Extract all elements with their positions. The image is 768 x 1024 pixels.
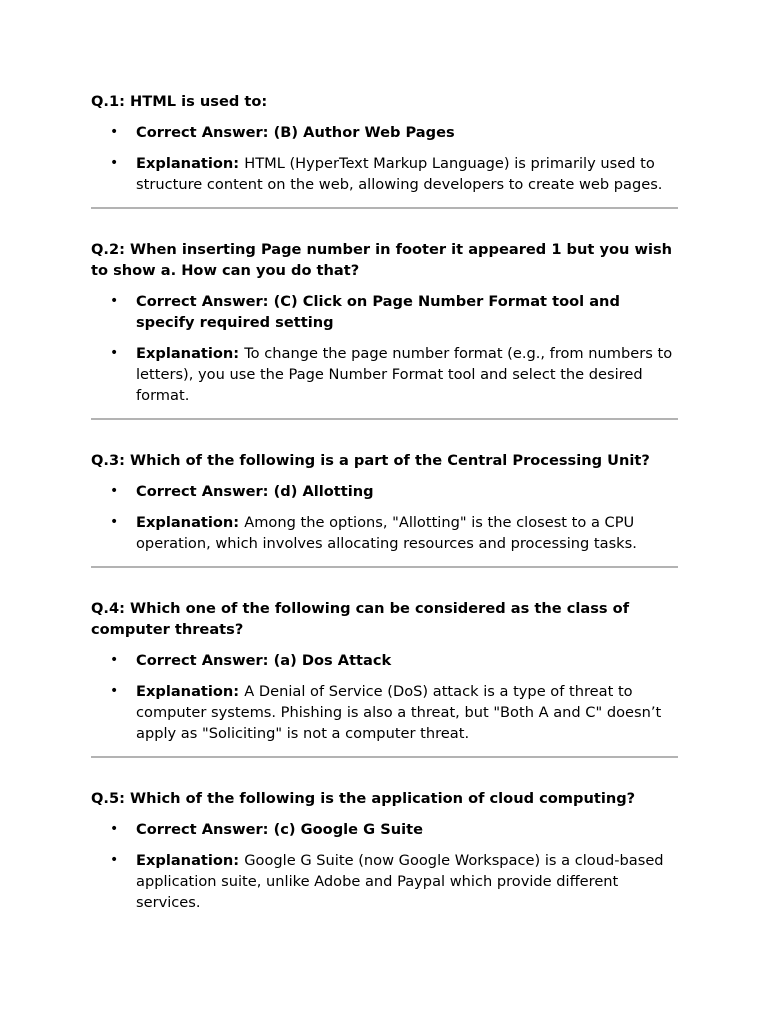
answer-list	[91, 650, 678, 744]
explanation-text: A Denial of Service (DoS) attack is a type of threat to computer systems. Phishing is also a threat, but "Both A and C" doesn’t apply as "Soliciting" is not a computer threat.	[136, 683, 662, 742]
list-item-explanation	[91, 512, 678, 554]
divider	[91, 756, 678, 758]
bullet-icon: •	[110, 652, 119, 668]
question-text: Q.4: Which one of the following can be considered as the class of computer threats?	[91, 600, 630, 638]
question-text: Q.1: HTML is used to:	[91, 93, 268, 110]
question-block-1	[91, 91, 678, 195]
explanation-text: HTML (HyperText Markup Language) is primarily used to structure content on the web, allowing developers to create web pages.	[136, 155, 663, 193]
list-item-explanation	[91, 153, 678, 195]
correct-answer: Correct Answer: (B) Author Web Pages	[136, 124, 455, 141]
bullet-icon: •	[110, 124, 119, 140]
correct-answer: Correct Answer: (C) Click on Page Number Format tool and specify required setting	[136, 293, 620, 331]
question-block-2	[91, 239, 678, 406]
list-item-explanation	[91, 850, 678, 913]
question-text: Q.2: When inserting Page number in footer it appeared 1 but you wish to show a. How can you do that?	[91, 241, 673, 279]
list-item-explanation	[91, 681, 678, 744]
correct-answer: Correct Answer: (c) Google G Suite	[136, 821, 423, 838]
explanation-text: Among the options, "Allotting" is the closest to a CPU operation, which involves allocating resources and processing tasks.	[136, 514, 637, 552]
answer-list	[91, 481, 678, 554]
answer-list	[91, 819, 678, 913]
list-item-answer	[91, 650, 678, 671]
answer-list	[91, 291, 678, 406]
bullet-icon: •	[110, 852, 119, 868]
correct-answer: Correct Answer: (a) Dos Attack	[136, 652, 392, 669]
list-item-answer	[91, 122, 678, 143]
bullet-icon: •	[110, 821, 119, 837]
explanation-text: Google G Suite (now Google Workspace) is a cloud-based application suite, unlike Adobe and Paypal which provide different services.	[136, 852, 664, 911]
bullet-icon: •	[110, 483, 119, 499]
question-text: Q.5: Which of the following is the application of cloud computing?	[91, 790, 636, 807]
explanation-text: To change the page number format (e.g., from numbers to letters), you use the Page Number Format tool and select the desired format.	[136, 345, 673, 404]
bullet-icon: •	[110, 345, 119, 361]
list-item-answer	[91, 819, 678, 840]
explanation-label: Explanation:	[136, 852, 245, 869]
question-block-5	[91, 788, 678, 913]
explanation-label: Explanation:	[136, 345, 245, 362]
explanation-label: Explanation:	[136, 514, 245, 531]
question-text: Q.3: Which of the following is a part of the Central Processing Unit?	[91, 452, 650, 469]
bullet-icon: •	[110, 683, 119, 699]
divider	[91, 566, 678, 568]
list-item-explanation	[91, 343, 678, 406]
list-item-answer	[91, 481, 678, 502]
question-block-4	[91, 598, 678, 744]
list-item-answer	[91, 291, 678, 333]
explanation-label: Explanation:	[136, 155, 245, 172]
correct-answer: Correct Answer: (d) Allotting	[136, 483, 374, 500]
question-block-3	[91, 450, 678, 554]
bullet-icon: •	[110, 293, 119, 309]
divider	[91, 207, 678, 209]
answer-list	[91, 122, 678, 195]
bullet-icon: •	[110, 514, 119, 530]
document-page	[91, 91, 678, 925]
bullet-icon: •	[110, 155, 119, 171]
divider	[91, 418, 678, 420]
explanation-label: Explanation:	[136, 683, 245, 700]
